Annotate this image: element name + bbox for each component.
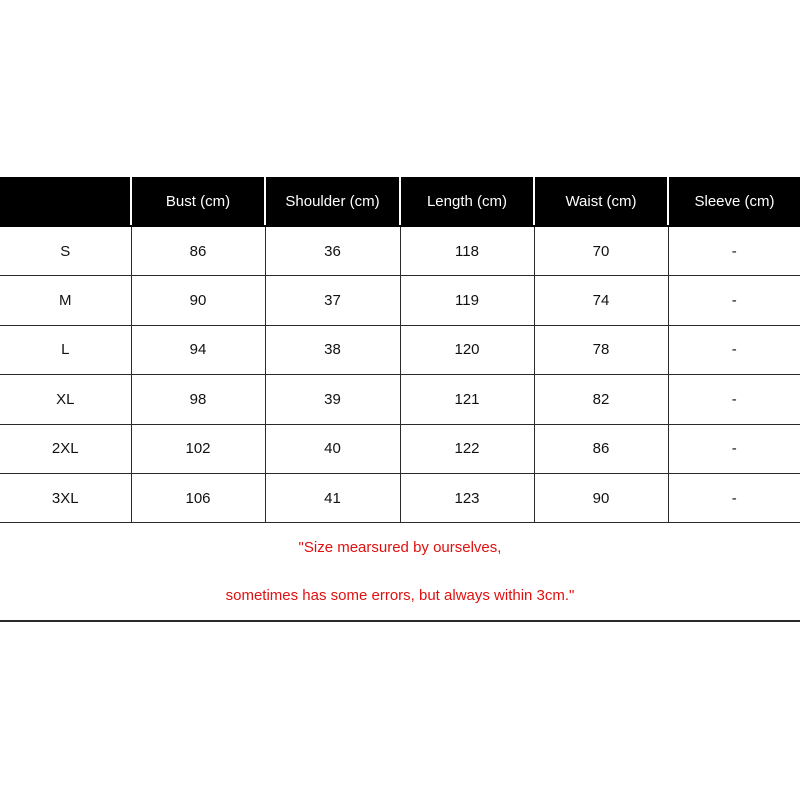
header-cell-sleeve: Sleeve (cm)	[668, 177, 800, 226]
header-cell-shoulder: Shoulder (cm)	[265, 177, 400, 226]
table-row	[0, 276, 800, 325]
table-row	[0, 375, 800, 424]
waist-value: 78	[534, 325, 668, 374]
measurement-note	[0, 523, 800, 621]
length-value: 118	[400, 226, 534, 276]
header-cell-bust: Bust (cm)	[131, 177, 265, 226]
sleeve-value: -	[668, 276, 800, 325]
waist-value: 74	[534, 276, 668, 325]
shoulder-value: 37	[265, 276, 400, 325]
size-label: 2XL	[0, 424, 131, 473]
length-value: 122	[400, 424, 534, 473]
sleeve-value: -	[668, 325, 800, 374]
bust-value: 102	[131, 424, 265, 473]
length-value: 121	[400, 375, 534, 424]
table-row	[0, 325, 800, 374]
waist-value: 70	[534, 226, 668, 276]
header-cell-length: Length (cm)	[400, 177, 534, 226]
shoulder-value: 40	[265, 424, 400, 473]
shoulder-value: 41	[265, 473, 400, 522]
note-row	[0, 523, 800, 621]
length-value: 120	[400, 325, 534, 374]
waist-value: 86	[534, 424, 668, 473]
sleeve-value: -	[668, 473, 800, 522]
header-cell-waist: Waist (cm)	[534, 177, 668, 226]
table-row	[0, 473, 800, 522]
header-cell-size	[0, 177, 131, 226]
sleeve-value: -	[668, 375, 800, 424]
table-row	[0, 424, 800, 473]
sleeve-value: -	[668, 226, 800, 276]
size-chart-table	[0, 177, 800, 622]
bust-value: 94	[131, 325, 265, 374]
size-label: L	[0, 325, 131, 374]
sleeve-value: -	[668, 424, 800, 473]
size-label: S	[0, 226, 131, 276]
length-value: 119	[400, 276, 534, 325]
note-line-2: sometimes has some errors, but always within 3cm."	[225, 587, 575, 605]
waist-value: 82	[534, 375, 668, 424]
header-row	[0, 177, 800, 226]
table-row	[0, 226, 800, 276]
shoulder-value: 38	[265, 325, 400, 374]
bust-value: 86	[131, 226, 265, 276]
size-label: 3XL	[0, 473, 131, 522]
length-value: 123	[400, 473, 534, 522]
note-line-1: "Size mearsured by ourselves,	[298, 539, 502, 557]
shoulder-value: 39	[265, 375, 400, 424]
bust-value: 106	[131, 473, 265, 522]
waist-value: 90	[534, 473, 668, 522]
size-label: XL	[0, 375, 131, 424]
bust-value: 90	[131, 276, 265, 325]
bust-value: 98	[131, 375, 265, 424]
size-label: M	[0, 276, 131, 325]
shoulder-value: 36	[265, 226, 400, 276]
